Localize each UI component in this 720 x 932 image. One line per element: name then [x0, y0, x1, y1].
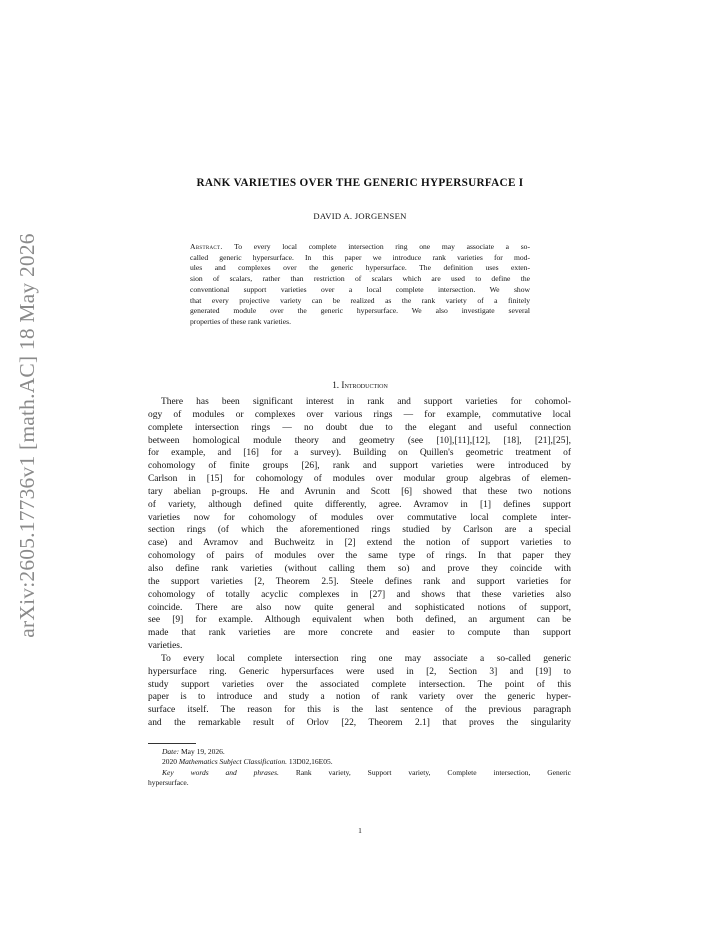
section-heading: [120, 380, 600, 390]
body-line: coincide. There are also now quite general and sophisticated notions of support,: [148, 602, 571, 613]
body-line: There has been significant interest in rank and support varieties for cohomol-: [161, 397, 571, 407]
body-line: tary abelian p-groups. He and Avrunin and Scott [6] showed that these two notions: [148, 486, 571, 497]
section-number: 1.: [332, 380, 340, 390]
body-line: made that rank varieties are more concrete and easier to compute than support: [148, 628, 571, 639]
body-line: complete intersection rings — no doubt due to the elegant and useful connection: [148, 422, 571, 433]
body-line: the support varieties [2, Theorem 2.5]. Steele defines rank and support varieties for: [148, 576, 571, 587]
body-line: between homological module theory and geometry (see [10],[11],[12], [18], [21],[25],: [148, 435, 571, 446]
body-line: for example, and [16] for a survey). Building on Quillen's geometric treatment of: [148, 448, 571, 459]
body-line: surface itself. The reason for this is the last sentence of the previous paragraph: [148, 705, 571, 716]
body-line: cohomology of totally acyclic complexes in [27] and shows that these varieties also: [148, 589, 571, 600]
abstract-line: Abstract. To every local complete intersection ring one may associate a so-: [190, 242, 530, 251]
abstract-line: properties of these rank varieties.: [190, 316, 291, 326]
abstract-line: conventional support varieties over a local complete intersection. We show: [190, 284, 530, 294]
footnote-keywords-continued: hypersurface.: [148, 777, 189, 787]
body-line: case) and Avramov and Buchweitz in [2] extend the notion of support varieties to: [148, 538, 571, 549]
introduction-body: [148, 396, 571, 730]
body-line: cohomology of pairs of modules over the same type of rings. In that paper they: [148, 551, 571, 562]
abstract-line: called generic hypersurface. In this paper we introduce rank varieties for mod-: [190, 252, 530, 262]
footnotes: [148, 747, 571, 788]
paper-title: RANK VARIETIES OVER THE GENERIC HYPERSURFACE I: [196, 177, 524, 189]
body-line: varieties now for cohomology of modules over commutative local complete inter-: [148, 512, 571, 523]
body-line: and the remarkable result of Orlov [22, Theorem 2.1] that proves the singularity: [148, 718, 571, 729]
arxiv-stamp-text: arXiv:2605.17736v1 [math.AC] 18 May 2026: [14, 232, 39, 638]
body-line: study support varieties over the associated complete intersection. The point of this: [148, 679, 571, 690]
body-line: also define rank varieties (without calling them so) and prove they coincide with: [148, 563, 571, 574]
body-line: ogy of modules or complexes over various rings — for example, commutative local: [148, 409, 571, 420]
body-line: paper is to introduce and study a notion of rank variety over the generic hyper-: [148, 692, 571, 703]
abstract-line: that every projective variety can be realized as the rank variety of a finitely: [190, 295, 530, 305]
section-title: Introduction: [341, 380, 388, 390]
abstract-line: ules and complexes over the generic hypersurface. The definition uses exten-: [190, 263, 530, 273]
body-line: cohomology of finite groups [26], rank and support varieties were introduced by: [148, 461, 571, 472]
page-number: 1: [358, 826, 362, 835]
arxiv-identifier-stamp: [2, 232, 52, 638]
footnote-date: Date: May 19, 2026.: [162, 747, 225, 756]
body-line: of variety, although defined quite differently, agree. Avramov in [1] defines support: [148, 499, 571, 510]
body-line: Carlson in [15] for cohomology of modules over modular group algebras of elemen-: [148, 474, 571, 485]
abstract-label: Abstract.: [190, 242, 223, 251]
author-name: DAVID A. JORGENSEN: [313, 211, 407, 221]
abstract-line: sion of scalars, rather than restriction of scalars which are used to define the: [190, 274, 530, 284]
body-line: section rings (of which the aforementioned rings studied by Carlson are a special: [148, 525, 571, 536]
footnote-keywords: Key words and phrases. Rank variety, Support variety, Complete intersection, Generic: [162, 767, 572, 777]
body-line: see [9] for example. Although equivalent when both defined, an argument can be: [148, 615, 571, 626]
body-line: To every local complete intersection ring one may associate a so-called generic: [161, 653, 571, 664]
body-line: varieties.: [148, 641, 183, 652]
footnote-divider: [148, 743, 196, 744]
abstract-line: generated module over the generic hypersurface. We also investigate several: [190, 306, 530, 316]
body-line: hypersurface ring. Generic hypersurfaces were used in [2, Section 3] and [19] to: [148, 666, 571, 677]
abstract: [190, 242, 530, 328]
footnote-msc: 2020 Mathematics Subject Classification. 13D02,16E05.: [162, 757, 333, 767]
